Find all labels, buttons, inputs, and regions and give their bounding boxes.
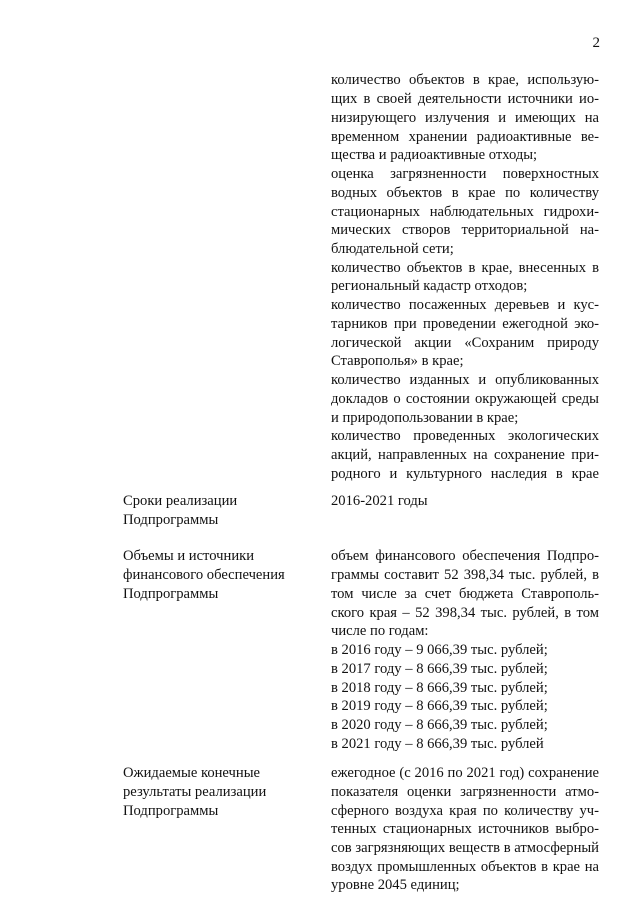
indicator-line: щества и радиоактивные отходы;: [331, 147, 538, 163]
indicator-line: количество объектов в крае, внесенных в: [331, 260, 599, 276]
indicator-line: низирующего излучения и имеющих на: [331, 110, 599, 126]
terms-value: 2016-2021 годы: [331, 493, 428, 509]
results-value-line: показателя оценки загрязненности атмо-: [331, 784, 599, 800]
terms-label-line: Сроки реализации: [123, 493, 238, 509]
indicator-line: количество изданных и опубликованных: [331, 372, 599, 388]
indicator-line: оценка загрязненности поверхностных: [331, 166, 599, 182]
results-value-line: сов загрязняющих веществ в атмосферный: [331, 840, 599, 856]
funding-year-line: в 2020 году – 8 666,39 тыс. рублей;: [331, 717, 548, 733]
funding-value-line: ского края – 52 398,34 тыс. рублей, в том: [331, 605, 599, 621]
funding-label-line: Объемы и источники: [123, 548, 255, 564]
indicator-line: родного и культурного наследия в крае: [331, 466, 599, 482]
indicator-line: региональный кадастр отходов;: [331, 278, 528, 294]
results-label-line: результаты реализации: [123, 784, 267, 800]
page-number: 2: [592, 35, 600, 51]
funding-year-line: в 2021 году – 8 666,39 тыс. рублей: [331, 736, 544, 752]
funding-year-line: в 2018 году – 8 666,39 тыс. рублей;: [331, 680, 548, 696]
indicator-line: и природопользовании в крае;: [331, 410, 519, 426]
indicator-line: блюдательной сети;: [331, 241, 454, 257]
results-value-line: ежегодное (с 2016 по 2021 год) сохранение: [331, 765, 599, 781]
results-value-line: сферного воздуха края по количеству уч-: [331, 803, 599, 819]
indicator-line: водных объектов в крае по количеству: [331, 185, 599, 201]
indicator-line: тарников при проведении ежегодной эко-: [331, 316, 599, 332]
indicator-line: акций, направленных на сохранение при-: [331, 447, 599, 463]
terms-label-line: Подпрограммы: [123, 512, 219, 528]
results-value-line: тенных стационарных источников выбро-: [331, 821, 599, 837]
indicator-line: количество посаженных деревьев и кус-: [331, 297, 599, 313]
indicator-line: временном хранении радиоактивные ве-: [331, 129, 599, 145]
funding-value-line: граммы составит 52 398,34 тыс. рублей, в: [331, 567, 599, 583]
results-label-line: Ожидаемые конечные: [123, 765, 260, 781]
indicator-line: стационарных наблюдательных гидрохи-: [331, 204, 599, 220]
indicator-line: мических створов территориальной на-: [331, 222, 599, 238]
indicator-line: докладов о состоянии окружающей среды: [331, 391, 599, 407]
indicator-line: логической акции «Сохраним природу: [331, 335, 599, 351]
funding-value-line: числе по годам:: [331, 623, 429, 639]
results-value-line: воздух промышленных объектов в крае на: [331, 859, 599, 875]
indicator-line: Ставрополья» в крае;: [331, 353, 464, 369]
funding-value-line: объем финансового обеспечения Подпро-: [331, 548, 599, 564]
funding-year-line: в 2016 году – 9 066,39 тыс. рублей;: [331, 642, 548, 658]
funding-year-line: в 2017 году – 8 666,39 тыс. рублей;: [331, 661, 548, 677]
funding-label-line: Подпрограммы: [123, 586, 219, 602]
indicator-line: щих в своей деятельности источники ио-: [331, 91, 599, 107]
indicator-line: количество проведенных экологических: [331, 428, 599, 444]
funding-value-line: том числе за счет бюджета Ставрополь-: [331, 586, 599, 602]
results-label-line: Подпрограммы: [123, 803, 219, 819]
indicator-line: количество объектов в крае, использую-: [331, 72, 599, 88]
funding-year-line: в 2019 году – 8 666,39 тыс. рублей;: [331, 698, 548, 714]
funding-label-line: финансового обеспечения: [123, 567, 285, 583]
results-value-line: уровне 2045 единиц;: [331, 877, 460, 893]
